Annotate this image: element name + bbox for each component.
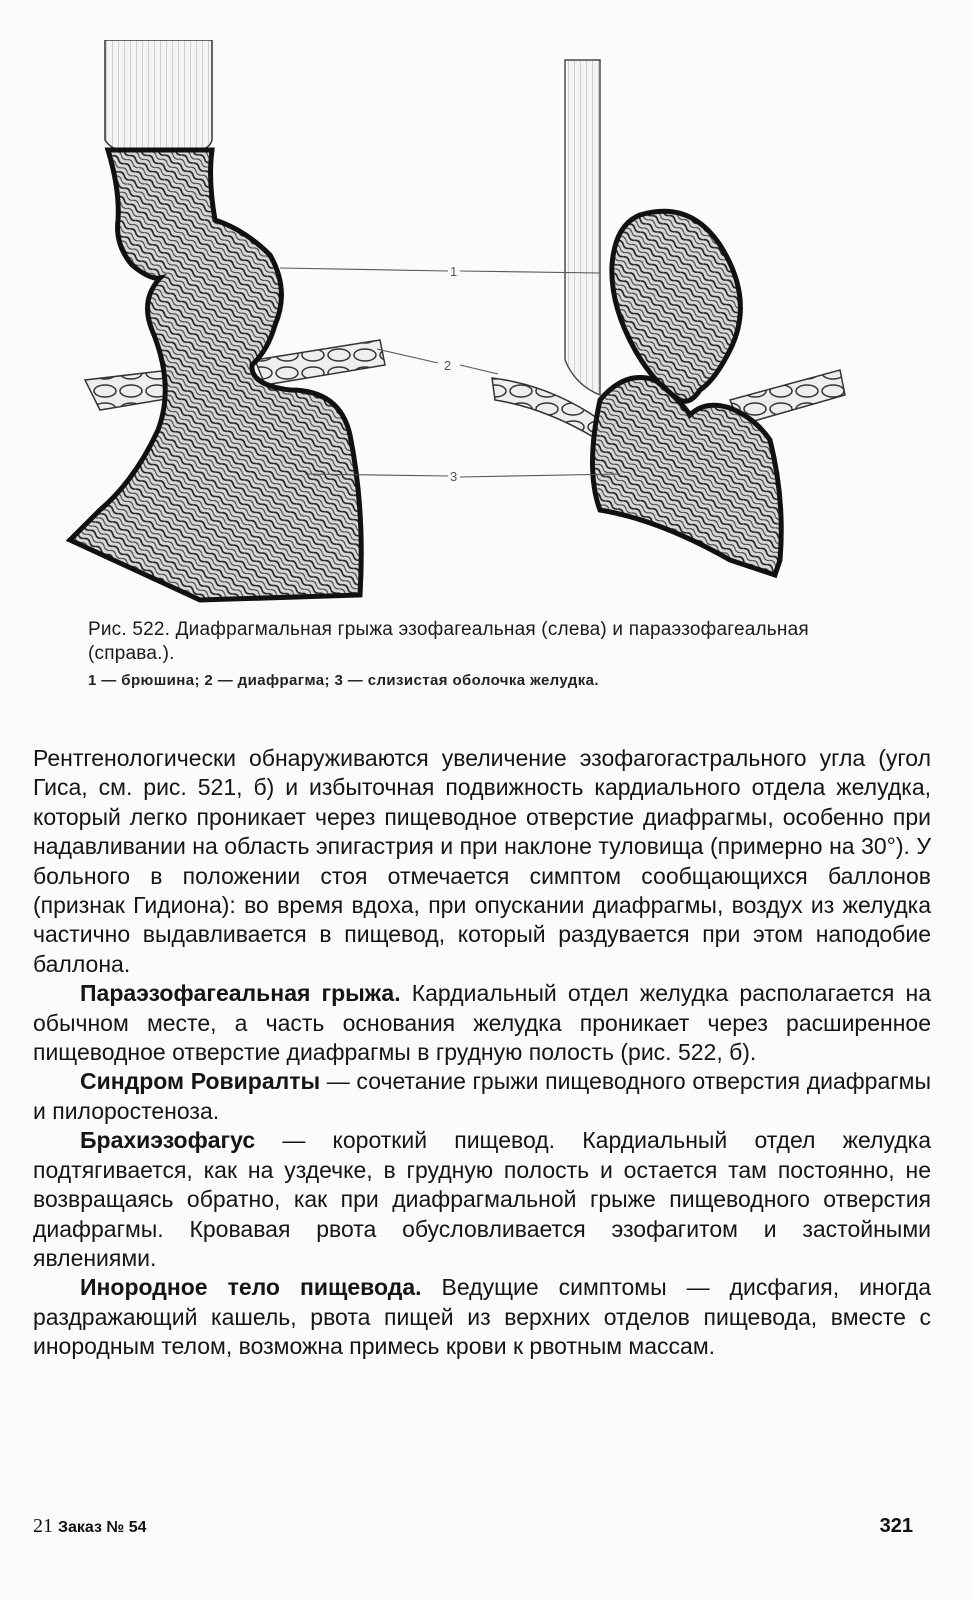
caption-legend: 1 — брюшина; 2 — диафрагма; 3 — слизистая оболочка желудка. [88, 672, 599, 689]
paragraph-brachyesophagus [33, 1126, 931, 1273]
paragraph-text: Ведущие симптомы — дисфагия, иногда раздражающий кашель, рвота пищей из верхних отделов пищевода, вместе с инородным телом, возможна примесь крови к рвотным массам. [33, 1274, 931, 1360]
paragraph-paraesophageal-hernia [33, 979, 931, 1067]
body-text [33, 744, 931, 1362]
printer-signature [33, 1515, 147, 1538]
figure-522 [40, 40, 920, 610]
right-hernia-drawing [492, 60, 845, 575]
paragraph-radiology [33, 744, 931, 979]
signature-order: Заказ № 54 [58, 1519, 147, 1536]
caption-title: Рис. 522. Диафрагмальная грыжа эзофагеальная (слева) и параэзофагеальная (справа.). [88, 619, 809, 664]
diaphragm-right-piece [255, 340, 385, 385]
term-heading: Параэзофагеальная грыжа. [80, 980, 401, 1007]
figure-label-3: 3 [450, 469, 458, 484]
term-heading: Инородное тело пищевода. [80, 1274, 422, 1301]
paragraph-text: Кардиальный отдел желудка располагается на обычном месте, а часть основания желудка проникает через расширенное пищеводное отверстие диафрагмы в грудную полость (рис. 522, б). [33, 980, 932, 1066]
diaphragm-left-piece-right [492, 378, 600, 438]
figure-caption [88, 618, 888, 692]
left-hernia-drawing [70, 40, 385, 600]
figure-label-2: 2 [444, 358, 452, 373]
hernia-illustration [40, 40, 920, 610]
paragraph-roviralta-syndrome [33, 1067, 931, 1126]
herniated-fundus [612, 211, 741, 401]
paragraph-text: — сочетание грыжи пищеводного отверстия диафрагмы и пилоростеноза. [33, 1068, 931, 1124]
page-number: 321 [879, 1515, 913, 1537]
signature-number: 21 [33, 1515, 53, 1537]
paragraph-text: — короткий пищевод. Кардиальный отдел желудка подтягивается, как на уздечке, в грудную полость и остается там постоянно, не возвращаясь обратно, как при диафрагмальной грыже пищеводного отверстия диафрагмы. Кровавая рвота обусловливается эзофагитом и застойными явлениями. [33, 1127, 931, 1271]
term-heading: Брахиэзофагус [80, 1127, 256, 1154]
paragraph-text: Рентгенологически обнаруживаются увеличение эзофагогастрального угла (угол Гиса, см. рис. 521, б) и избыточная подвижность кардиального отдела желудка, который легко проникает через пищеводное отверстие диафрагмы, особенно при надавливании на область эпигастрия и при наклоне туловища (примерно на 30°). У больного в положении стоя отмечается симптом сообщающихся баллонов (признак Гидиона): во время вдоха, при опускании диафрагмы, воздух из желудка частично выдавливается в пищевод, который раздувается при этом наподобие баллона. [33, 745, 931, 977]
term-heading: Синдром Ровиралты [80, 1068, 321, 1095]
figure-label-1: 1 [450, 264, 458, 279]
paragraph-foreign-body [33, 1273, 931, 1361]
